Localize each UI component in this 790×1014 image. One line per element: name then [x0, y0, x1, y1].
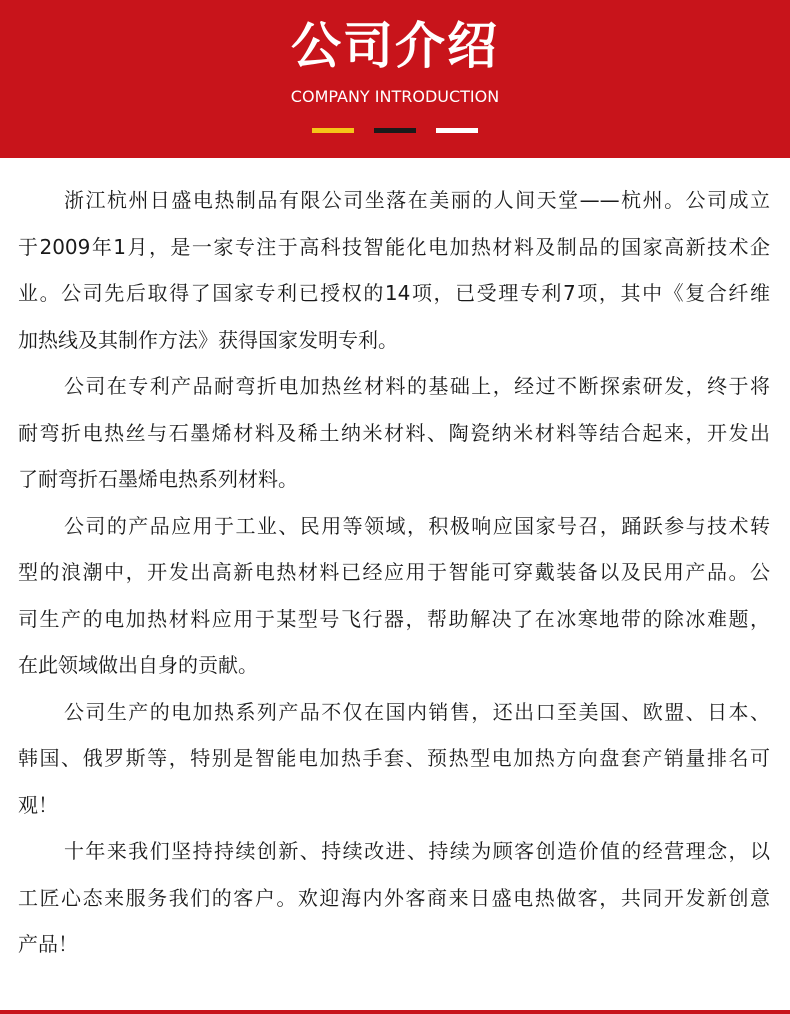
paragraph: [0, 363, 790, 503]
paragraph-line: 司生产的电加热材料应用于某型号飞行器，帮助解决了在冰寒地带的除冰难题，: [18, 606, 770, 631]
accent-bar-white: [436, 128, 478, 133]
paragraph-line: 十年来我们坚持持续创新、持续改进、持续为顾客创造价值的经营理念，以: [64, 839, 770, 863]
paragraph-line: 了耐弯折石墨烯电热系列材料。: [18, 467, 298, 491]
page-subtitle: COMPANY INTRODUCTION: [290, 87, 500, 106]
paragraph-line: 韩国、俄罗斯等，特别是智能电加热手套、预热型电加热方向盘套产销量排名可: [18, 746, 770, 770]
page-title: 公司介绍: [291, 17, 499, 75]
company-introduction-body: [0, 177, 790, 968]
paragraph: [0, 503, 790, 689]
paragraph-line: 浙江杭州日盛电热制品有限公司坐落在美丽的人间天堂——杭州。公司成立: [64, 188, 770, 212]
paragraph-line: 工匠心态来服务我们的客户。欢迎海内外客商来日盛电热做客，共同开发新创意: [18, 885, 770, 910]
paragraph-line: 公司在专利产品耐弯折电加热丝材料的基础上，经过不断探索研发，终于将: [64, 374, 770, 398]
bottom-rule: [0, 1010, 790, 1014]
paragraph-line: 型的浪潮中，开发出高新电热材料已经应用于智能可穿戴装备以及民用产品。公: [18, 560, 770, 584]
paragraph-line: 观！: [18, 792, 58, 817]
paragraph: [0, 689, 790, 829]
paragraph-line: 产品！: [18, 932, 78, 956]
paragraph-line: 耐弯折电热丝与石墨烯材料及稀土纳米材料、陶瓷纳米材料等结合起来，开发出: [18, 420, 770, 445]
accent-bar-black: [374, 128, 416, 133]
paragraph-line: 加热线及其制作方法》获得国家发明专利。: [18, 327, 398, 352]
paragraph-line: 在此领域做出自身的贡献。: [18, 653, 258, 677]
accent-bars: [0, 128, 790, 134]
paragraph-line: 公司的产品应用于工业、民用等领域，积极响应国家号召，踊跃参与技术转: [64, 513, 770, 538]
accent-bar-yellow: [312, 128, 354, 133]
paragraph-line: 于2009年1月，是一家专注于高科技智能化电加热材料及制品的国家高新技术企: [18, 234, 770, 259]
paragraph: [0, 828, 790, 968]
paragraph-line: 业。公司先后取得了国家专利已授权的14项，已受理专利7项，其中《复合纤维: [18, 281, 770, 305]
header-banner: [0, 0, 790, 158]
paragraph: [0, 177, 790, 363]
paragraph-line: 公司生产的电加热系列产品不仅在国内销售，还出口至美国、欧盟、日本、: [64, 699, 770, 724]
